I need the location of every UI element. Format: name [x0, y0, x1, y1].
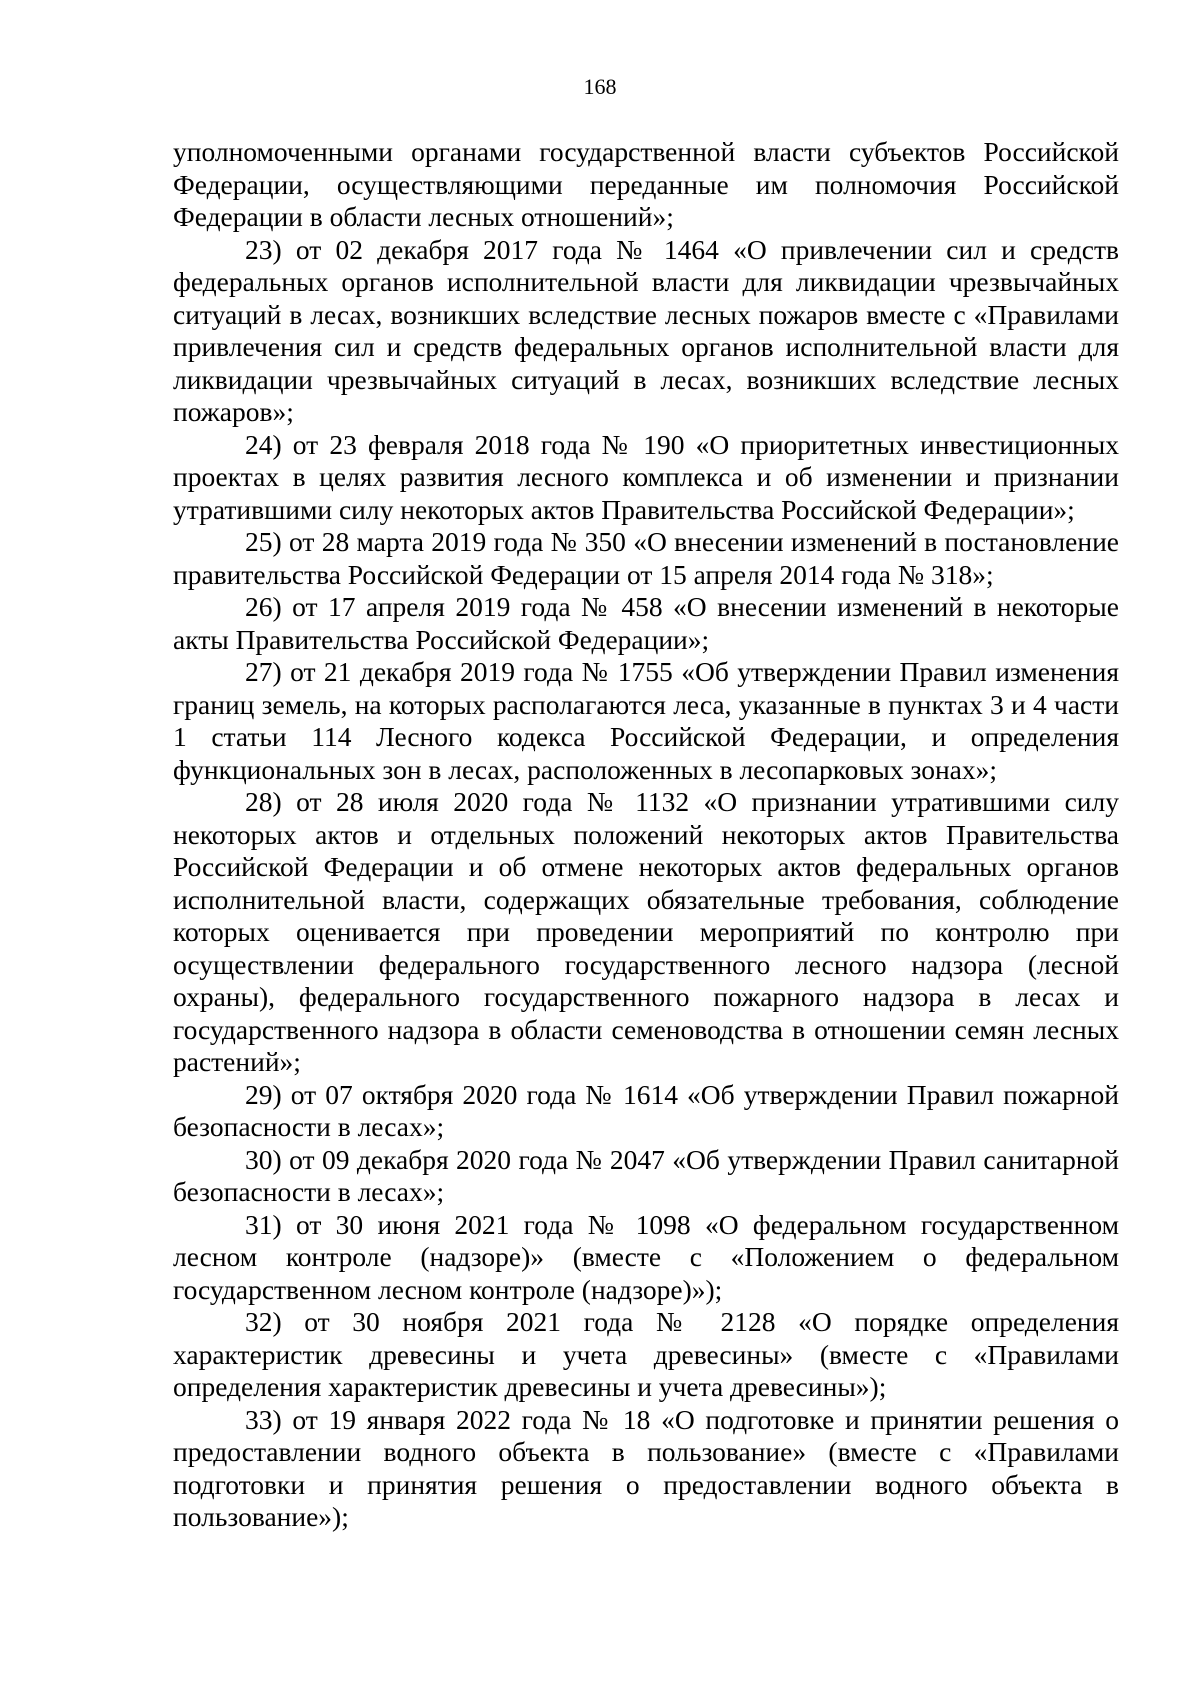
- list-item-number: 25): [245, 526, 282, 557]
- list-item-26: [173, 591, 1119, 656]
- list-item-number: 33): [245, 1403, 282, 1435]
- list-item-27: [173, 656, 1119, 786]
- list-item-text: от 17 апреля 2019 года № 458 «О внесении изменений в некоторые акты Правительства Российской Федерации»;: [173, 591, 1119, 655]
- list-item-number: 29): [245, 1078, 282, 1110]
- list-item-number: 32): [245, 1306, 282, 1337]
- list-item-text: от 30 июня 2021 года № 1098 «О федеральном государственном лесном контроле (надзоре)» (вместе с «Положением о федеральном государственном лесном контроле (надзоре)»);: [173, 1208, 1119, 1305]
- document-body: [173, 136, 1119, 1534]
- intro-paragraph: уполномоченными органами государственной власти субъектов Российской Федерации, осуществляющими переданные им полномочия Российской Федерации в области лесных отношений»;: [173, 136, 1119, 232]
- list-item-text: от 28 марта 2019 года № 350 «О внесении изменений в постановление правительства Российской Федерации от 15 апреля 2014 года № 318»;: [173, 526, 1120, 590]
- list-item-number: 30): [245, 1143, 282, 1175]
- page-number: 168: [583, 74, 617, 99]
- list-item-number: 27): [245, 656, 282, 687]
- list-item-text: от 30 ноября 2021 года № 2128 «О порядке определения характеристик древесины и учета древесины» (вместе с «Правилами определения характеристик древесины и учета древесины»);: [173, 1306, 1119, 1402]
- list-item-number: 23): [245, 233, 282, 265]
- list-item-29: [173, 1079, 1119, 1144]
- list-item-text: от 21 декабря 2019 года № 1755 «Об утверждении Правил изменения границ земель, на которых располагаются леса, указанные в пунктах 3 и 4 части 1 статьи 114 Лесного кодекса Российской Федерации, и определения функциональных зон в лесах, расположенных в лесопарковых зонах»;: [173, 656, 1120, 785]
- list-item-30: [173, 1144, 1119, 1209]
- list-item-33: [173, 1404, 1119, 1534]
- list-item-number: 24): [245, 428, 282, 460]
- list-item-number: 26): [245, 591, 282, 622]
- list-item-text: от 09 декабря 2020 года № 2047 «Об утверждении Правил санитарной безопасности в лесах»;: [173, 1143, 1120, 1207]
- list-item-number: 28): [245, 786, 282, 817]
- list-item-text: от 02 декабря 2017 года № 1464 «О привлечении сил и средств федеральных органов исполнительной власти для ликвидации чрезвычайных ситуаций в лесах, возникших вследствие лесных пожаров вместе с «Правилами привлечения сил и средств федеральных органов исполнительной власти для ликвидации чрезвычайных ситуаций в лесах, возникших вследствие лесных пожаров»;: [173, 233, 1120, 427]
- list-item-text: от 28 июля 2020 года № 1132 «О признании утратившими силу некоторых актов и отдельных положений некоторых актов Правительства Российской Федерации и об отмене некоторых актов федеральных органов исполнительной власти, содержащих обязательные требования, соблюдение которых оценивается при проведении мероприятий по контролю при осуществлении федерального государственного лесного надзора (лесной охраны), федерального государственного пожарного надзора в лесах и государственного надзора в области семеноводства в отношении семян лесных растений»;: [173, 786, 1119, 1077]
- list-item-31: [173, 1209, 1119, 1307]
- list-item-23: [173, 234, 1119, 429]
- list-item-32: [173, 1306, 1119, 1404]
- list-item-text: от 19 января 2022 года № 18 «О подготовке и принятии решения о предоставлении водного объекта в пользование» (вместе с «Правилами подготовки и принятия решения о предоставлении водного объекта в пользование»);: [173, 1403, 1119, 1532]
- list-item-25: [173, 526, 1119, 591]
- list-item-24: [173, 429, 1119, 527]
- list-item-28: [173, 786, 1119, 1079]
- list-item-number: 31): [245, 1208, 282, 1240]
- list-item-text: от 07 октября 2020 года № 1614 «Об утверждении Правил пожарной безопасности в лесах»;: [173, 1078, 1120, 1142]
- list-item-text: от 23 февраля 2018 года № 190 «О приоритетных инвестиционных проектах в целях развития лесного комплекса и об изменении и признании утратившими силу некоторых актов Правительства Российской Федерации»;: [173, 428, 1119, 525]
